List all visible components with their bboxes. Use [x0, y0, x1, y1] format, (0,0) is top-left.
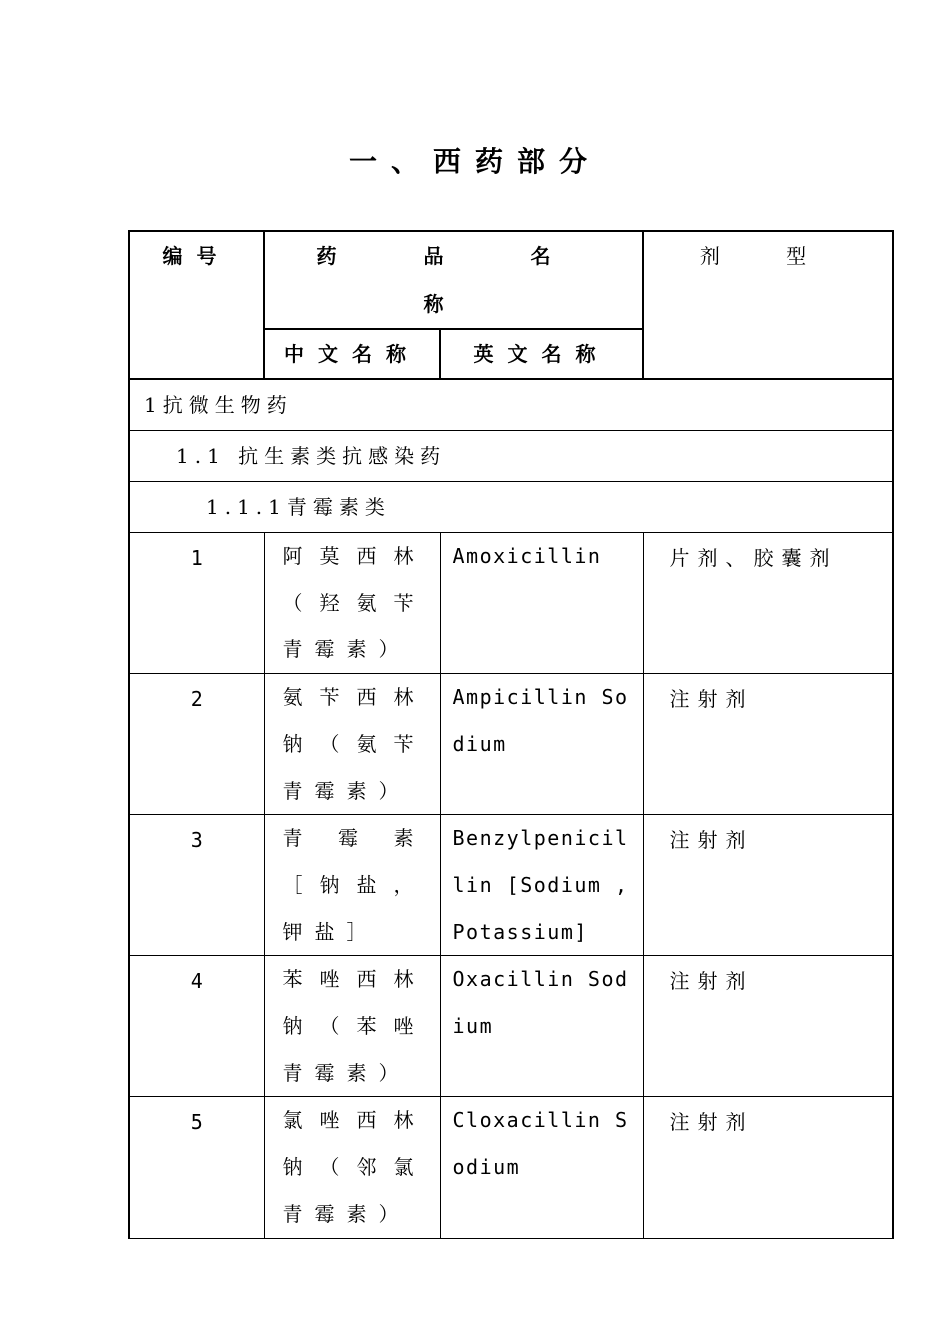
dosage-form-cell: 注射剂: [643, 956, 893, 1097]
table-header-row: [129, 231, 893, 329]
english-name-cell: Amoxicillin: [440, 533, 643, 674]
header-drug-name: 药 品 名 称: [264, 231, 643, 329]
table-row: [129, 533, 893, 674]
dosage-form-cell: 片剂、胶囊剂: [643, 533, 893, 674]
chinese-name-cell: 青霉素［钠盐，钾盐］: [264, 815, 440, 956]
dosage-form-cell: 注射剂: [643, 674, 893, 815]
row-number: 5: [129, 1097, 264, 1238]
english-name-cell: Ampicillin Sodium: [440, 674, 643, 815]
drug-table: [128, 230, 894, 1239]
page-title: 一、西药部分: [348, 145, 601, 178]
header-dosage-form: 剂 型: [643, 231, 893, 379]
header-number: 编号: [129, 231, 264, 379]
section-level3: 1.1.1青霉素类: [129, 482, 893, 533]
dosage-form-cell: 注射剂: [643, 1097, 893, 1238]
header-chinese-name: 中文名称: [264, 329, 440, 379]
section-row: [129, 482, 893, 533]
table-row: [129, 674, 893, 815]
section-row: [129, 431, 893, 482]
table-row: [129, 956, 893, 1097]
section-level2: 1.1 抗生素类抗感染药: [129, 431, 893, 482]
table-row: [129, 815, 893, 956]
table-row: [129, 1097, 893, 1238]
english-name-cell: Cloxacillin Sodium: [440, 1097, 643, 1238]
row-number: 3: [129, 815, 264, 956]
chinese-name-cell: 氨苄西林钠（氨苄青霉素）: [264, 674, 440, 815]
chinese-name-cell: 阿莫西林（羟氨苄青霉素）: [264, 533, 440, 674]
english-name-cell: Benzylpenicillin [Sodium , Potassium]: [440, 815, 643, 956]
row-number: 2: [129, 674, 264, 815]
row-number: 1: [129, 533, 264, 674]
dosage-form-cell: 注射剂: [643, 815, 893, 956]
section-row: [129, 379, 893, 431]
english-name-cell: Oxacillin Sodium: [440, 956, 643, 1097]
chinese-name-cell: 苯唑西林钠（苯唑青霉素）: [264, 956, 440, 1097]
section-level1: 1抗微生物药: [129, 379, 893, 431]
header-english-name: 英文名称: [440, 329, 643, 379]
row-number: 4: [129, 956, 264, 1097]
chinese-name-cell: 氯唑西林钠（邻氯青霉素）: [264, 1097, 440, 1238]
